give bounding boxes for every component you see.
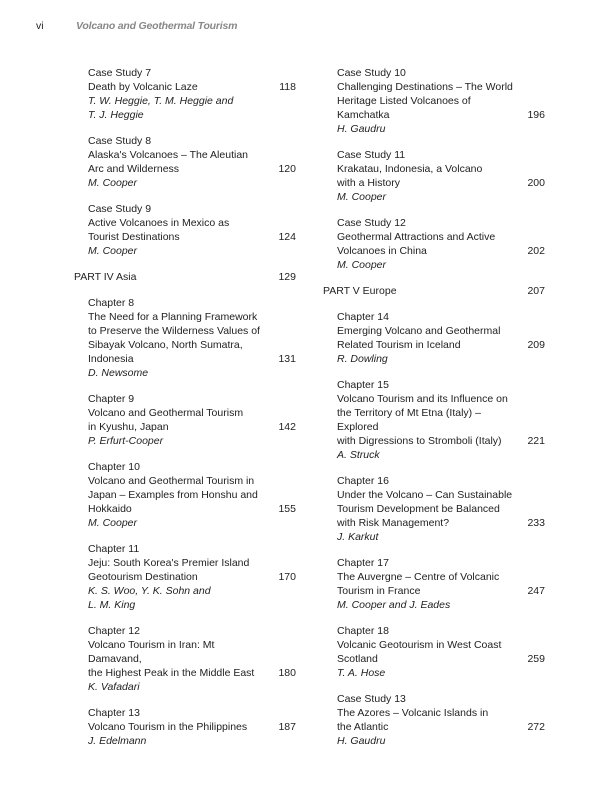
entry-title-line: Krakatau, Indonesia, a Volcano [337, 163, 483, 175]
entry-page-number: 221 [527, 435, 545, 447]
book-title: Volcano and Geothermal Tourism [76, 20, 238, 32]
entry-page-number: 118 [279, 81, 296, 93]
entry-label: Case Study 9 [88, 203, 152, 215]
entry-title-block [88, 148, 296, 176]
entry-title-line: The Auvergne – Centre of Volcanic [337, 571, 500, 583]
entry-title-line: Tourism Development be Balanced [337, 503, 500, 515]
entry-title-block [337, 488, 545, 530]
entry-title-line: Volcanic Geotourism in West Coast [337, 639, 502, 651]
entry-title-line: Active Volcanoes in Mexico as [88, 217, 230, 229]
entry-author: H. Gaudru [337, 735, 386, 747]
toc-part-heading [74, 270, 296, 284]
entry-label: Chapter 8 [88, 297, 135, 309]
entry-page-number: 170 [278, 571, 296, 583]
entry-label: Chapter 12 [88, 625, 140, 637]
entry-title-line: Sibayak Volcano, North Sumatra, [88, 339, 243, 351]
entry-title-line: Tourism in France [337, 585, 421, 597]
toc-entry [88, 542, 296, 612]
entry-label: Case Study 8 [88, 135, 152, 147]
toc-left-column [74, 66, 296, 748]
entry-page-number: 196 [527, 109, 545, 121]
entry-page-number: 259 [527, 653, 545, 665]
entry-title-line: Tourist Destinations [88, 231, 180, 243]
entry-title-line: the Territory of Mt Etna (Italy) – Explored [337, 407, 481, 433]
entry-author: M. Cooper [337, 259, 387, 271]
entry-title-line: Volcanoes in China [337, 245, 427, 257]
toc-entry [337, 556, 545, 612]
entry-title-block [88, 556, 296, 584]
entry-title-line: Death by Volcanic Laze [88, 81, 198, 93]
toc-entry [337, 624, 545, 680]
entry-page-number: 209 [527, 339, 545, 351]
entry-title-line: Emerging Volcano and Geothermal [337, 325, 501, 337]
entry-title-line: Scotland [337, 653, 378, 665]
entry-author: M. Cooper [88, 245, 138, 257]
entry-title-line: Volcano and Geothermal Tourism [88, 407, 244, 419]
entry-author: A. Struck [337, 449, 380, 461]
entry-label: Chapter 11 [88, 543, 140, 555]
entry-title-line: Volcano and Geothermal Tourism in [88, 475, 255, 487]
toc-entry [337, 692, 545, 748]
entry-page-number: 131 [278, 353, 296, 365]
entry-author: M. Cooper and J. Eades [337, 599, 451, 611]
toc-entry [88, 460, 296, 530]
entry-title-block [88, 80, 296, 94]
entry-title-block [337, 80, 545, 122]
entry-title-block [337, 706, 545, 734]
entry-title-block [88, 310, 296, 366]
entry-page-number: 142 [278, 421, 296, 433]
entry-label: Case Study 11 [337, 149, 406, 161]
toc-entry [337, 66, 545, 136]
entry-title-block [337, 324, 545, 352]
entry-label: Case Study 7 [88, 67, 152, 79]
entry-author: L. M. King [88, 599, 136, 611]
entry-title-block [88, 638, 296, 680]
page-number: vi [36, 20, 44, 32]
entry-author: H. Gaudru [337, 123, 386, 135]
entry-title-line: Geotourism Destination [88, 571, 198, 583]
entry-title-line: Hokkaido [88, 503, 132, 515]
entry-title-line: Volcano Tourism and its Influence on [337, 393, 508, 405]
entry-title-line: Japan – Examples from Honshu and [88, 489, 258, 501]
entry-title-block [337, 230, 545, 258]
toc-entry [337, 310, 545, 366]
entry-author: T. A. Hose [337, 667, 386, 679]
entry-title-line: the Atlantic [337, 721, 389, 733]
toc-entry [337, 378, 545, 462]
entry-author: P. Erfurt-Cooper [88, 435, 164, 447]
entry-page-number: 155 [278, 503, 296, 515]
entry-title-line: Kamchatka [337, 109, 390, 121]
toc-entry [88, 706, 296, 748]
toc-entry [88, 66, 296, 122]
entry-page-number: 187 [278, 721, 296, 733]
entry-page-number: 200 [527, 177, 545, 189]
entry-author: T. W. Heggie, T. M. Heggie and [88, 95, 234, 107]
entry-label: Chapter 13 [88, 707, 140, 719]
toc-entry [88, 202, 296, 258]
entry-author: M. Cooper [88, 517, 138, 529]
part-page-number: 207 [527, 285, 545, 297]
entry-title-line: Challenging Destinations – The World [337, 81, 513, 93]
entry-label: Chapter 18 [337, 625, 389, 637]
entry-title-line: The Azores – Volcanic Islands in [337, 707, 489, 719]
entry-label: Chapter 15 [337, 379, 389, 391]
entry-title-line: the Highest Peak in the Middle East [88, 667, 255, 679]
part-page-number: 129 [278, 271, 296, 283]
entry-author: R. Dowling [337, 353, 388, 365]
entry-title-line: Heritage Listed Volcanoes of [337, 95, 471, 107]
entry-page-number: 120 [278, 163, 296, 175]
entry-title-block [88, 406, 296, 434]
entry-author: K. Vafadari [88, 681, 140, 693]
entry-title-line: Alaska's Volcanoes – The Aleutian [88, 149, 249, 161]
entry-author: J. Karkut [337, 531, 379, 543]
entry-title-line: Volcano Tourism in the Philippines [88, 721, 248, 733]
entry-page-number: 247 [527, 585, 545, 597]
entry-page-number: 272 [527, 721, 545, 733]
entry-author: J. Edelmann [88, 735, 147, 747]
entry-title-line: Arc and Wilderness [88, 163, 180, 175]
entry-title-line: with Risk Management? [337, 517, 450, 529]
entry-page-number: 233 [527, 517, 545, 529]
entry-title-block [337, 638, 545, 666]
entry-page-number: 180 [278, 667, 296, 679]
entry-page-number: 124 [278, 231, 296, 243]
toc-entry [88, 296, 296, 380]
entry-page-number: 202 [527, 245, 545, 257]
toc-entry [337, 216, 545, 272]
entry-title-line: Under the Volcano – Can Sustainable [337, 489, 513, 501]
toc-entry [337, 474, 545, 544]
toc-right-column [323, 66, 545, 748]
entry-title-line: with Digressions to Stromboli (Italy) [337, 435, 502, 447]
entry-author: M. Cooper [88, 177, 138, 189]
entry-label: Case Study 13 [337, 693, 406, 705]
entry-label: Chapter 17 [337, 557, 389, 569]
entry-title-block [337, 392, 545, 448]
entry-label: Chapter 16 [337, 475, 389, 487]
toc-entry [88, 134, 296, 190]
toc-entry [337, 148, 545, 204]
entry-author: T. J. Heggie [88, 109, 144, 121]
entry-title-line: in Kyushu, Japan [88, 421, 169, 433]
entry-label: Chapter 14 [337, 311, 389, 323]
toc-part-heading [323, 284, 545, 298]
part-title: PART V Europe [323, 285, 397, 297]
entry-title-block [88, 216, 296, 244]
entry-title-block [88, 720, 296, 734]
entry-title-block [88, 474, 296, 516]
entry-title-line: with a History [337, 177, 401, 189]
entry-author: D. Newsome [88, 367, 149, 379]
part-title: PART IV Asia [74, 271, 137, 283]
entry-author: K. S. Woo, Y. K. Sohn and [88, 585, 211, 597]
entry-title-line: Related Tourism in Iceland [337, 339, 461, 351]
entry-title-line: Indonesia [88, 353, 134, 365]
entry-label: Chapter 9 [88, 393, 135, 405]
entry-label: Chapter 10 [88, 461, 140, 473]
entry-title-line: Geothermal Attractions and Active [337, 231, 496, 243]
toc-entry [88, 392, 296, 448]
entry-title-block [337, 162, 545, 190]
entry-title-line: to Preserve the Wilderness Values of [88, 325, 260, 337]
entry-title-block [337, 570, 545, 598]
entry-title-line: The Need for a Planning Framework [88, 311, 258, 323]
entry-title-line: Volcano Tourism in Iran: Mt Damavand, [88, 639, 215, 665]
entry-author: M. Cooper [337, 191, 387, 203]
entry-label: Case Study 12 [337, 217, 406, 229]
toc-entry [88, 624, 296, 694]
entry-label: Case Study 10 [337, 67, 406, 79]
entry-title-line: Jeju: South Korea's Premier Island [88, 557, 250, 569]
